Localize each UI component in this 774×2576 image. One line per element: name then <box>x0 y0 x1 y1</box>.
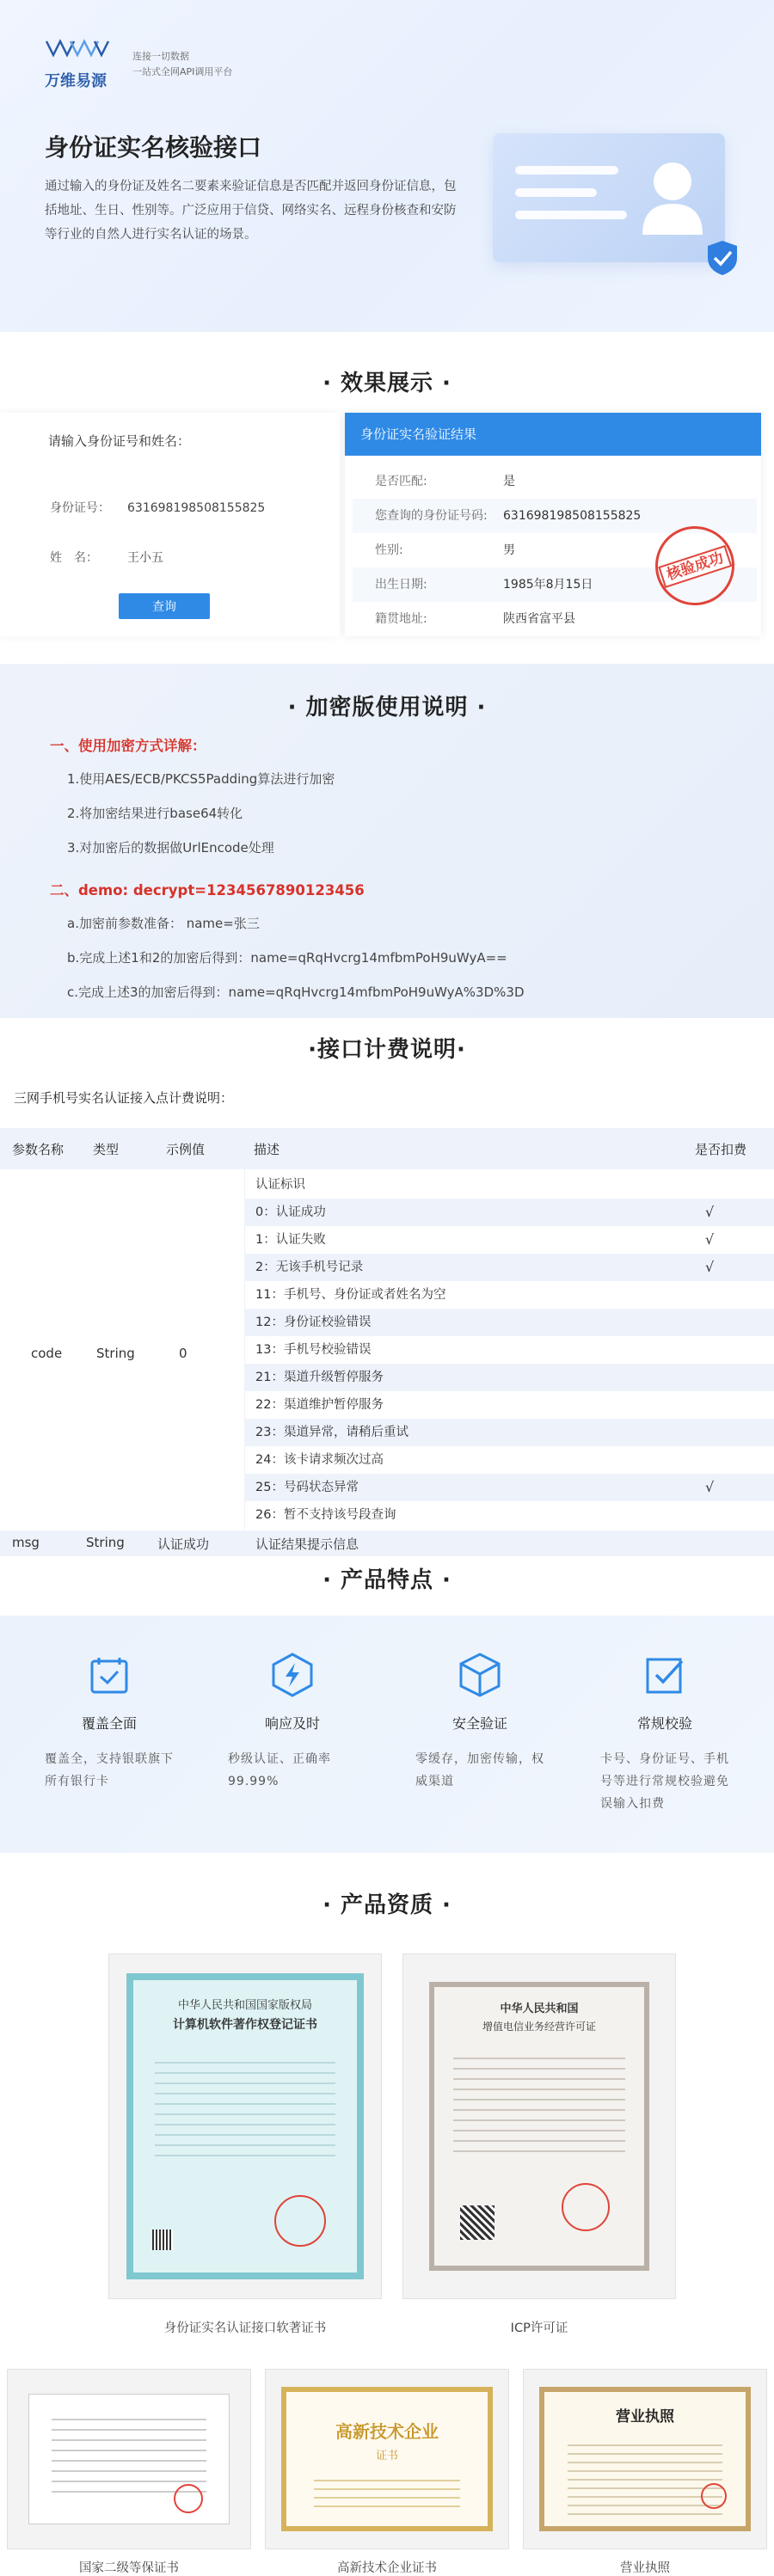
demo-line: a.加密前参数准备： name=张三 <box>67 916 260 931</box>
code-param-type: String <box>96 1346 135 1361</box>
th-charged: 是否扣费 <box>695 1142 747 1157</box>
cert-caption: ICP许可证 <box>510 2321 568 2335</box>
encryption-step: 1.使用AES/ECB/PKCS5Padding算法进行加密 <box>67 771 335 787</box>
result-row: 籍贯地址: 陕西省富平县 <box>375 612 575 626</box>
msg-row <box>0 1530 774 1556</box>
brand-slogan <box>132 49 232 80</box>
table-row: 21：渠道升级暂停服务 <box>245 1364 774 1391</box>
code-param-name: code <box>31 1346 63 1361</box>
table-row: 23：渠道异常，请稍后重试 <box>245 1419 774 1446</box>
feature-item <box>415 1651 544 1793</box>
wave-logo-icon <box>45 34 115 60</box>
feature-title: 覆盖全面 <box>81 1715 137 1732</box>
th-example: 示例值 <box>166 1142 206 1157</box>
table-row: 认证标识 <box>255 1178 305 1192</box>
verified-stamp: 核验成功 <box>645 516 745 616</box>
slogan-line-2: 一站式全网API调用平台 <box>132 66 233 77</box>
check-icon <box>641 1651 689 1699</box>
encryption-section <box>0 664 774 1018</box>
feature-item <box>45 1651 174 1793</box>
feature-desc: 卡号、身份证号、手机号等进行常规校验避免误输入扣费 <box>600 1752 729 1811</box>
result-row: 性别: 男 <box>375 543 515 557</box>
result-row: 您查询的身份证号码: 631698198508155825 <box>353 499 757 533</box>
encryption-section-title: · 加密版使用说明 · <box>287 695 487 721</box>
encryption-heading-1: 一、使用加密方式详解： <box>50 738 206 754</box>
result-row: 出生日期: 1985年8月15日 <box>353 567 757 602</box>
result-row: 是否匹配: 是 <box>375 475 515 488</box>
id-number-row <box>50 499 265 516</box>
query-prompt: 请输入身份证号和姓名： <box>48 433 191 449</box>
avatar-icon <box>639 156 706 235</box>
msg-param-example: 认证成功 <box>157 1536 210 1552</box>
security-cube-icon <box>456 1651 504 1699</box>
page-title: 身份证实名核验接口 <box>45 133 262 162</box>
table-row: 11：手机号、身份证或者姓名为空 <box>255 1288 446 1302</box>
feature-desc: 覆盖全，支持银联旗下所有银行卡 <box>45 1752 174 1788</box>
table-row: 13：手机号校验错误 <box>255 1343 372 1357</box>
th-desc: 描述 <box>254 1142 280 1157</box>
seal-icon <box>274 2195 326 2247</box>
feature-item <box>600 1651 729 1815</box>
qualifications-section-title: · 产品资质 · <box>322 1892 452 1918</box>
slogan-line-1: 连接一切数据 <box>132 51 189 62</box>
hero-banner <box>0 0 774 332</box>
feature-desc: 零缓存，加密传输，权威渠道 <box>415 1752 544 1788</box>
table-row: 0：认证成功 √ <box>245 1199 774 1226</box>
icp-license-cert[interactable]: 中华人民共和国 增值电信业务经营许可证 <box>402 1953 676 2299</box>
cert-caption: 营业执照 <box>620 2561 670 2575</box>
cert-caption: 身份证实名认证接口软著证书 <box>163 2321 327 2335</box>
qr-code-icon <box>152 2229 173 2250</box>
seal-icon <box>174 2484 203 2513</box>
seal-icon <box>701 2483 727 2509</box>
table-row: 2：无该手机号记录 √ <box>245 1254 774 1281</box>
seal-icon <box>562 2183 610 2231</box>
table-row: 25：号码状态异常 √ <box>245 1474 774 1501</box>
logo-mark <box>45 34 114 95</box>
name-field[interactable]: 王小五 <box>127 551 163 565</box>
demo-line: b.完成上述1和2的加密后得到：name=qRqHvcrg14mfbmPoH9uWyA== <box>67 950 507 966</box>
cert-caption: 国家二级等保证书 <box>79 2561 179 2575</box>
feature-title: 安全验证 <box>452 1715 507 1732</box>
billing-section-title: ·接口计费说明· <box>308 1037 466 1063</box>
cert-caption: 高新技术企业证书 <box>337 2561 437 2575</box>
shield-check-icon <box>705 239 740 277</box>
msg-param-name: msg <box>12 1535 40 1550</box>
high-tech-cert[interactable]: 高新技术企业 证书 <box>265 2369 509 2549</box>
table-row: 22：渠道维护暂停服务 <box>255 1398 384 1412</box>
query-button[interactable]: 查询 <box>119 593 210 619</box>
th-param: 参数名称 <box>12 1142 64 1157</box>
feature-title: 响应及时 <box>264 1715 320 1732</box>
encryption-step: 2.将加密结果进行base64转化 <box>67 806 243 821</box>
business-license-cert[interactable]: 营业执照 <box>523 2369 767 2549</box>
feature-desc: 秒级认证、正确率99.99% <box>228 1752 331 1788</box>
feature-item <box>228 1651 357 1793</box>
demo-section-title: · 效果展示 · <box>322 371 452 396</box>
result-title: 身份证实名验证结果 <box>345 413 761 456</box>
demo-line: c.完成上述3的加密后得到：name=qRqHvcrg14mfbmPoH9uWyA%3D%3D <box>67 984 525 1000</box>
software-copyright-cert[interactable]: 中华人民共和国国家版权局 计算机软件著作权登记证书 <box>108 1953 382 2299</box>
table-header <box>0 1128 774 1169</box>
encryption-heading-2: 二、demo: decrypt=1234567890123456 <box>50 882 365 899</box>
page-description: 通过输入的身份证及姓名二要素来验证信息是否匹配并返回身份证信息，包括地址、生日、性别等。广泛应用于信贷、网络实名、远程身份核查和安防等行业的自然人进行实名认证的场景。 <box>45 180 457 242</box>
coverage-icon <box>85 1651 133 1699</box>
th-type: 类型 <box>93 1142 120 1157</box>
features-section-title: · 产品特点 · <box>322 1567 452 1593</box>
msg-param-desc: 认证结果提示信息 <box>255 1536 359 1552</box>
name-label: 姓 名： <box>50 551 98 565</box>
id-card-illustration <box>493 133 725 262</box>
msg-param-type: String <box>86 1535 125 1550</box>
encryption-step: 3.对加密后的数据做UrlEncode处理 <box>67 840 274 856</box>
id-number-field[interactable]: 631698198508155825 <box>127 501 266 515</box>
table-row: 12：身份证校验错误 <box>245 1309 774 1336</box>
billing-subtitle: 三网手机号实名认证接入点计费说明： <box>14 1090 234 1106</box>
security-level-cert[interactable] <box>7 2369 251 2549</box>
table-row: 24：该卡请求频次过高 <box>255 1453 384 1467</box>
id-number-label: 身份证号： <box>50 501 110 515</box>
qr-code-icon <box>460 2205 494 2240</box>
lightning-icon <box>268 1651 316 1699</box>
brand-name: 万维易源 <box>45 72 107 90</box>
feature-title: 常规校验 <box>636 1715 692 1732</box>
name-row <box>50 549 163 566</box>
code-param-example: 0 <box>179 1346 187 1361</box>
table-row: 26：暂不支持该号段查询 <box>255 1508 396 1522</box>
table-row: 1：认证失败 √ <box>255 1231 715 1248</box>
brand-logo[interactable] <box>45 34 232 95</box>
